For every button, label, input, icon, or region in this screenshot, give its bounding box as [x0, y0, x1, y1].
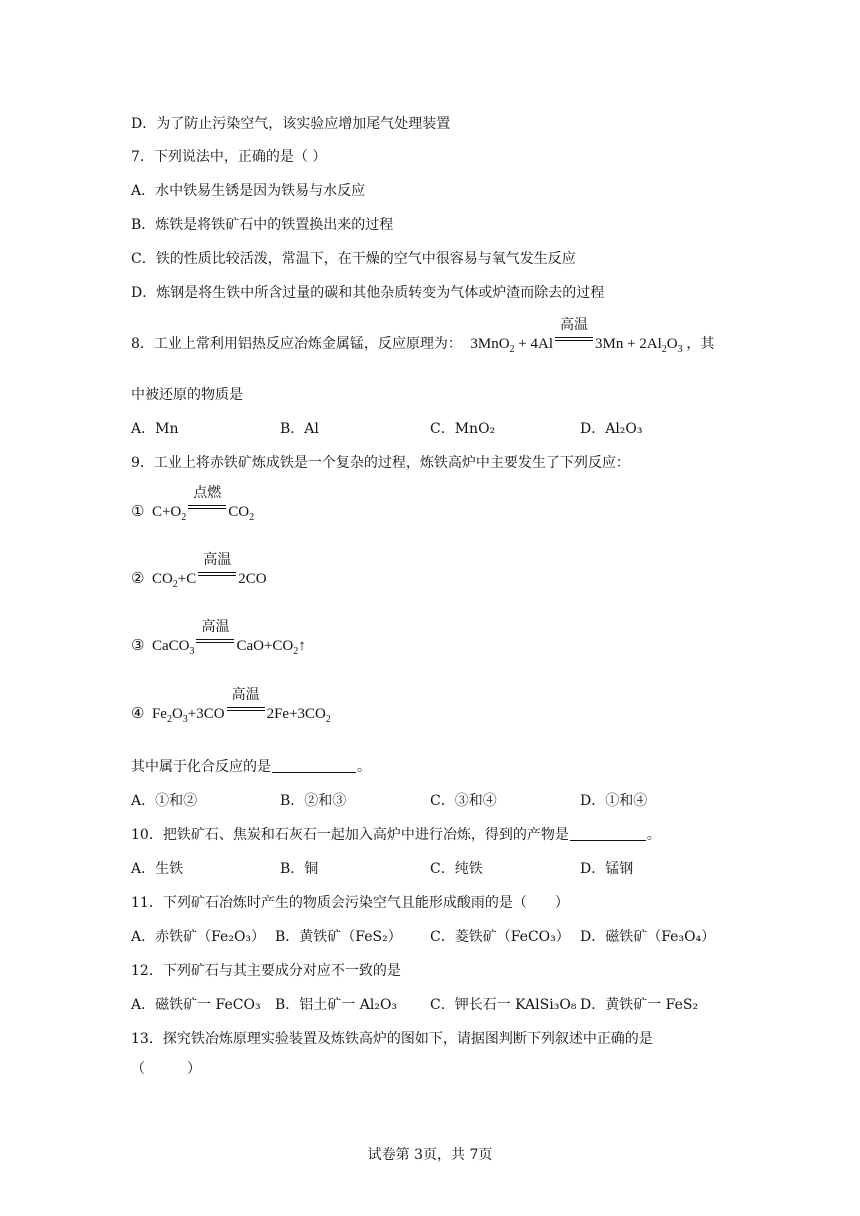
- q9-option-d: D．①和④: [580, 793, 648, 809]
- q8-option-d: D．Al₂O₃: [580, 421, 643, 437]
- q9-option-b: B．②和③: [280, 793, 347, 809]
- q8-stem-continued: 中被还原的物质是: [131, 387, 243, 403]
- question-11: 11．下列矿石冶炼时产生的物质会污染空气且能形成酸雨的是（ ）: [131, 895, 569, 911]
- q8-option-c: C．MnO₂: [430, 421, 496, 437]
- question-10: 10．把铁矿石、焦炭和石灰石一起加入高炉中进行冶炼，得到的产物是 。: [131, 827, 661, 843]
- question-7: 7．下列说法中，正确的是（ ）: [131, 149, 327, 165]
- q11-option-b: B．黄铁矿（FeS₂）: [275, 929, 402, 945]
- question-8: [131, 317, 715, 355]
- answer-blank[interactable]: [570, 826, 646, 841]
- question-13: 13．探究铁冶炼原理实验装置及炼铁高炉的图如下，请据图判断下列叙述中正确的是: [131, 1031, 653, 1047]
- q11-option-d: D．磁铁矿（Fe₃O₄）: [580, 929, 716, 945]
- q9-ask: 其中属于化合反应的是 。: [131, 759, 371, 775]
- q11-option-c: C．菱铁矿（FeCO₃）: [430, 929, 570, 945]
- q12-option-d: D．黄铁矿一 FeS₂: [580, 997, 699, 1013]
- q8-option-a: A．Mn: [131, 421, 179, 437]
- q8-option-b: B．Al: [280, 421, 319, 437]
- q10-option-a: A．生铁: [131, 861, 184, 877]
- q12-option-a: A．磁铁矿一 FeCO₃: [131, 997, 261, 1013]
- q12-option-c: C．钾长石一 KAlSi₃O₈: [430, 997, 577, 1013]
- q10-option-d: D．锰钢: [580, 861, 634, 877]
- page-footer: 试卷第 3页，共 7页: [367, 1147, 493, 1163]
- q7-option-c: C．铁的性质比较活泼，常温下，在干燥的空气中很容易与氧气发生反应: [131, 251, 576, 267]
- q8-equation: 3MnO$_2$ + 4Al 高温 $3Mn + 2Al_2O_3$: [470, 317, 683, 355]
- question-9: 9．工业上将赤铁矿炼成铁是一个复杂的过程，炼铁高炉中主要发生了下列反应：: [131, 455, 630, 471]
- q9-option-a: A．①和②: [131, 793, 198, 809]
- q9-reaction-3: ③ CaCO$_3$ 高温 $CaO+CO_2↑$: [131, 619, 306, 657]
- q12-option-b: B．铝土矿一 Al₂O₃: [275, 997, 398, 1013]
- gas-arrow-icon: ↑: [298, 638, 306, 654]
- q6-option-d: D．为了防止污染空气，该实验应增加尾气处理装置: [131, 116, 451, 132]
- q7-option-d: D．炼钢是将生铁中所含过量的碳和其他杂质转变为气体或炉渣而除去的过程: [131, 285, 605, 301]
- q13-answer-parentheses: （ ）: [131, 1061, 201, 1077]
- q7-option-b: B．炼铁是将铁矿石中的铁置换出来的过程: [131, 217, 394, 233]
- q9-reaction-2: ② $CO_2+C$ 高温 2CO: [131, 552, 267, 590]
- q8-stem-suffix: ，其: [686, 336, 715, 352]
- q8-stem: 8．工业上常利用铝热反应冶炼金属锰，反应原理为：: [131, 336, 462, 352]
- q9-option-c: C．③和④: [430, 793, 497, 809]
- q10-option-b: B．铜: [280, 861, 319, 877]
- q11-option-a: A．赤铁矿（Fe₂O₃）: [131, 929, 266, 945]
- q7-option-a: A．水中铁易生锈是因为铁易与水反应: [131, 183, 366, 199]
- q9-reaction-1: ① $C+O_2$ 点燃 $CO_2$: [131, 485, 255, 523]
- q9-reaction-4: ④ $Fe_2O_3+3CO$ 高温 $2Fe+3CO_2$: [131, 687, 331, 725]
- answer-blank[interactable]: [272, 758, 356, 773]
- question-12: 12．下列矿石与其主要成分对应不一致的是: [131, 963, 401, 979]
- q10-option-c: C．纯铁: [430, 861, 483, 877]
